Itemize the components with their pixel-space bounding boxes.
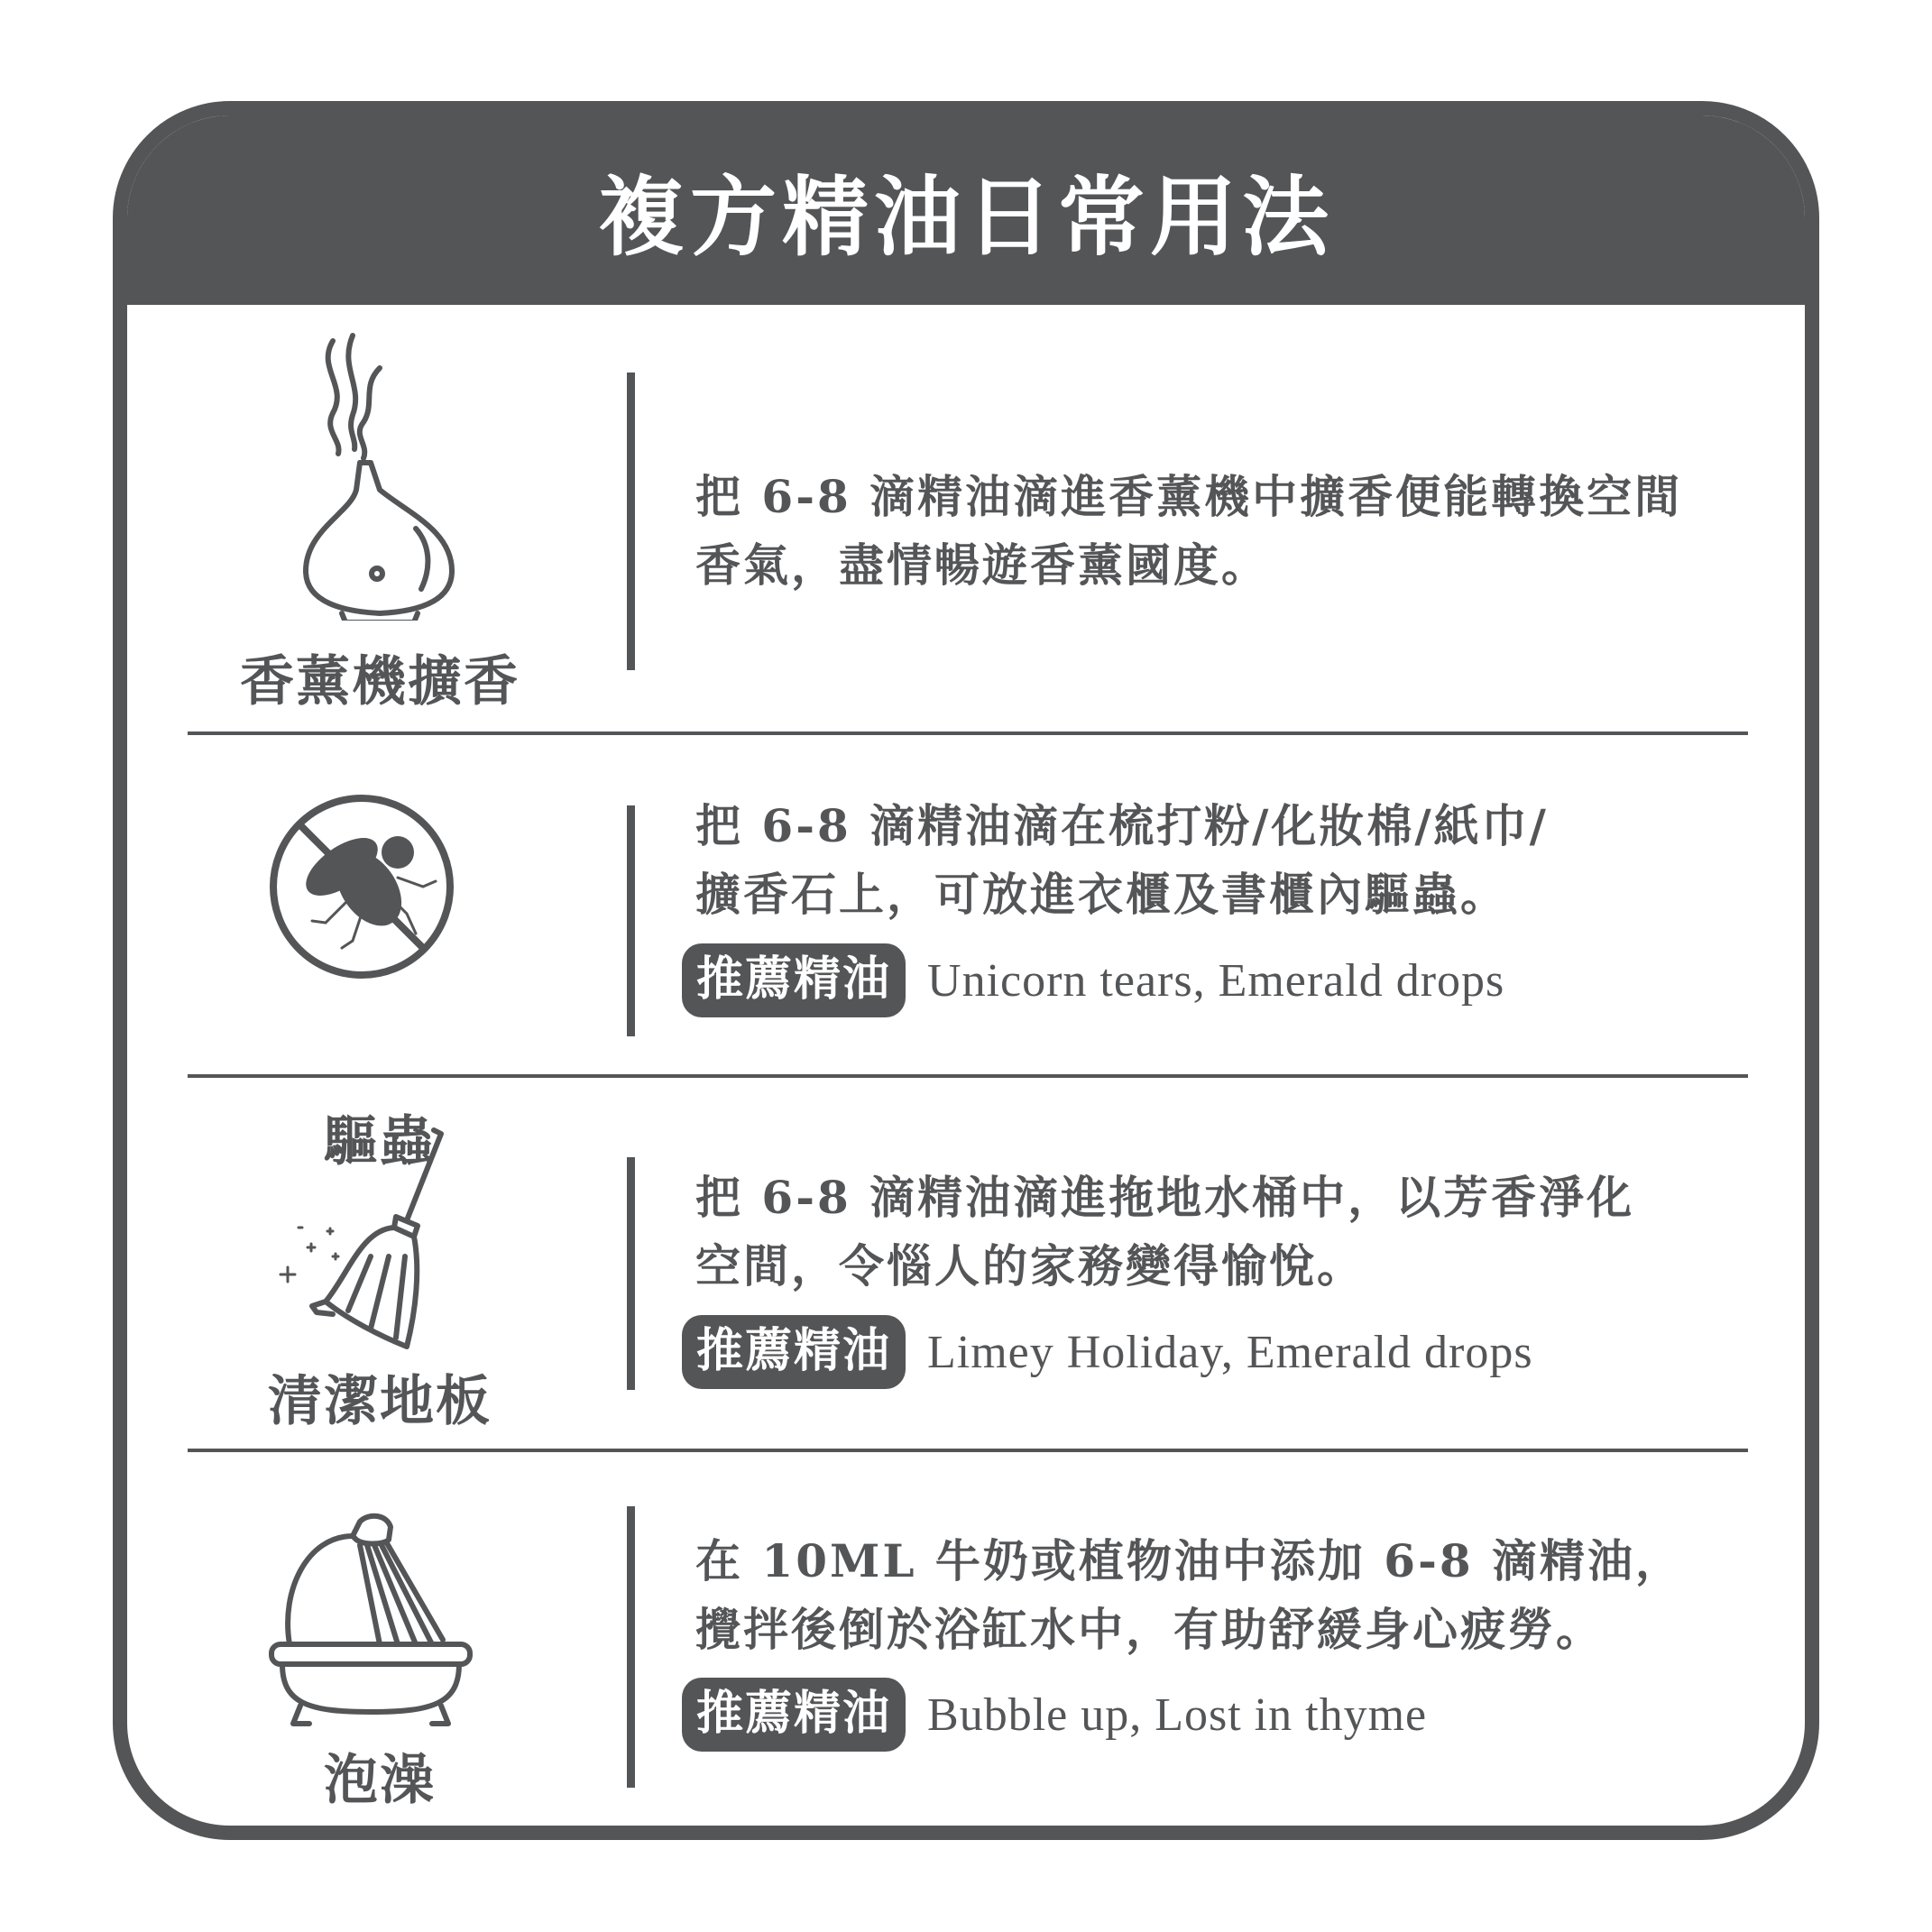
recommended-badge: 推薦精油 <box>682 1678 906 1752</box>
section-description: 把 6-8 滴精油滴在梳打粉/化妝棉/紙巾/ 擴香石上，可放進衣櫃及書櫃內驅蟲。 <box>695 799 1549 921</box>
no-fly-icon <box>262 787 497 986</box>
recommended-badge: 推薦精油 <box>682 1315 906 1389</box>
section-label: 清潔地板 <box>268 1370 492 1433</box>
recommended-oils <box>682 1315 1533 1389</box>
usage-card <box>113 101 1819 1840</box>
diffuser-icon <box>262 332 497 621</box>
bathtub-icon <box>262 1509 497 1734</box>
section-description: 在 10ML 牛奶或植物油中添加 6-8 滴精油， 攪拌後倒於浴缸水中，有助舒緩身心疲勞。 <box>695 1534 1684 1656</box>
section-label: 香薰機擴香 <box>240 650 520 713</box>
section-description: 把 6-8 滴精油滴進香薰機中擴香便能轉換空間 香氣，盡情暢遊香薰國度。 <box>695 470 1683 592</box>
divider-vertical <box>627 1157 635 1390</box>
broom-icon <box>262 1121 497 1356</box>
header-bar <box>127 115 1805 305</box>
divider-horizontal <box>188 731 1748 735</box>
section-label: 驅蟲 <box>324 1110 436 1173</box>
recommended-oil-list: Bubble up, Lost in thyme <box>927 1688 1428 1741</box>
section-description: 把 6-8 滴精油滴進拖地水桶中，以芳香淨化 空間，令惱人的家務變得愉悅。 <box>695 1171 1635 1293</box>
page-title: 複方精油日常用法 <box>598 165 1334 268</box>
divider-horizontal <box>188 1074 1748 1078</box>
recommended-oils <box>682 943 1504 1017</box>
recommended-badge: 推薦精油 <box>682 943 906 1017</box>
divider-vertical <box>627 1506 635 1788</box>
divider-vertical <box>627 805 635 1036</box>
recommended-oil-list: Unicorn tears, Emerald drops <box>927 954 1505 1007</box>
divider-horizontal <box>188 1449 1748 1452</box>
recommended-oils <box>682 1678 1427 1752</box>
section-label: 泡澡 <box>324 1749 436 1812</box>
recommended-oil-list: Limey Holiday, Emerald drops <box>927 1326 1533 1378</box>
divider-vertical <box>627 373 635 670</box>
